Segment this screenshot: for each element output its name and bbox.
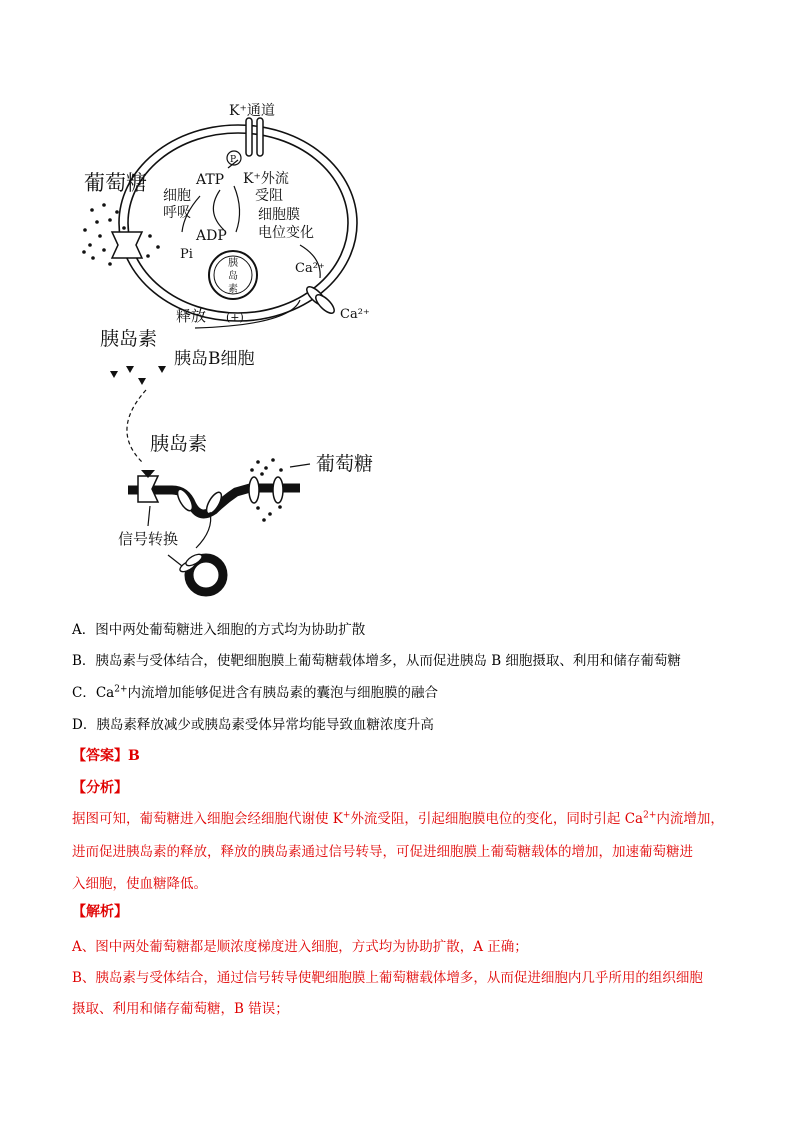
analysis-line-3: 入细胞，使血糖降低。	[72, 876, 207, 892]
release-label: 释放	[176, 307, 207, 325]
glucose-top-label: 葡萄糖	[84, 171, 147, 195]
option-b	[72, 651, 681, 671]
option-c-text: 内流增加能够促进含有胰岛素的囊泡与细胞膜的融合	[127, 685, 439, 701]
option-c-letter: C．	[72, 685, 96, 701]
vesicle-label-1: 胰	[228, 258, 238, 269]
signal-arrow-vesicle	[168, 555, 182, 566]
option-d-letter: D．	[72, 717, 97, 733]
analysis-line-1-sup2: 2+	[643, 810, 657, 821]
analysis-line-1-b: 外流受阻，引起细胞膜电位的变化，同时引起 Ca	[350, 811, 644, 827]
explain-b-line-2: 摄取、利用和储存葡萄糖，B 错误；	[72, 1001, 289, 1017]
explain-label: 【解析】	[72, 904, 128, 920]
signal-label: 信号转换	[118, 530, 179, 548]
insulin-molecules	[110, 366, 166, 385]
analysis-line-2: 进而促进胰岛素的释放，释放的胰岛素通过信号转导，可促进细胞膜上葡萄糖载体的增加，加速葡萄糖进	[72, 844, 693, 860]
explain-a: A、图中两处葡萄糖都是顺浓度梯度进入细胞，方式均为协助扩散，A 正确；	[72, 939, 528, 955]
phosphate-label: P	[230, 155, 237, 165]
carrier-vesicle	[178, 552, 223, 592]
option-c-sup: 2+	[114, 684, 128, 695]
glucose-transporter	[112, 232, 142, 258]
explain-b-line-1: B、胰岛素与受体结合，通过信号转导使靶细胞膜上葡萄糖载体增多，从而促进细胞内几乎所用的组织细胞	[72, 970, 703, 986]
adp-label: ADP	[196, 228, 227, 244]
insulin-out-label: 胰岛素	[100, 328, 158, 350]
ca-outer-label: Ca²⁺	[340, 307, 370, 322]
option-a-text: 图中两处葡萄糖进入细胞的方式均为协助扩散	[95, 622, 366, 638]
answer-label: 【答案】B	[72, 748, 140, 764]
glucose-bottom-label: 葡萄糖	[316, 453, 374, 475]
ca-inner-label: Ca²⁺	[295, 261, 325, 276]
option-d-text: 胰岛素释放减少或胰岛素受体异常均能导致血糖浓度升高	[96, 717, 434, 733]
option-b-text: 胰岛素与受体结合，使靶细胞膜上葡萄糖载体增多，从而促进胰岛 B 细胞摄取、利用和储存葡萄糖	[95, 653, 681, 669]
b-cell-label: 胰岛B细胞	[174, 349, 255, 369]
membrane-change-label-1: 细胞膜	[258, 207, 300, 223]
option-a-letter: A．	[72, 622, 96, 638]
vesicle-label-2: 岛	[228, 271, 238, 282]
glucose-pointer-line	[290, 464, 310, 467]
analysis-line-1	[72, 807, 724, 827]
insulin-travel-arrow	[127, 390, 146, 462]
analysis-line-1-sup1: +	[342, 810, 351, 821]
k-blocked-label-1: K⁺外流	[243, 171, 289, 187]
ca-channel	[304, 284, 337, 316]
vesicle-label-3: 素	[228, 284, 238, 295]
signal-arrow-down	[148, 506, 150, 526]
plus-label: (+)	[226, 311, 244, 324]
k-channel-label: K⁺通道	[229, 103, 275, 119]
analysis-label: 【分析】	[72, 780, 128, 796]
respiration-label-1: 细胞	[163, 188, 191, 204]
option-b-letter: B．	[72, 653, 96, 669]
k-blocked-label-2: 受阻	[255, 188, 283, 204]
membrane-change-label-2: 电位变化	[258, 225, 314, 241]
respiration-label-2: 呼吸	[163, 205, 191, 221]
k-channel	[246, 118, 263, 156]
option-d	[72, 715, 434, 735]
option-a	[72, 620, 365, 640]
pi-label: Pi	[180, 247, 193, 262]
insulin-bottom-label: 胰岛素	[150, 433, 208, 455]
analysis-line-1-c: 内流增加，	[656, 811, 724, 827]
option-c-pre: Ca	[95, 685, 115, 701]
atp-label: ATP	[196, 172, 225, 188]
option-c	[72, 683, 438, 703]
analysis-line-1-a: 据图可知，葡萄糖进入细胞会经细胞代谢使 K	[72, 811, 343, 827]
